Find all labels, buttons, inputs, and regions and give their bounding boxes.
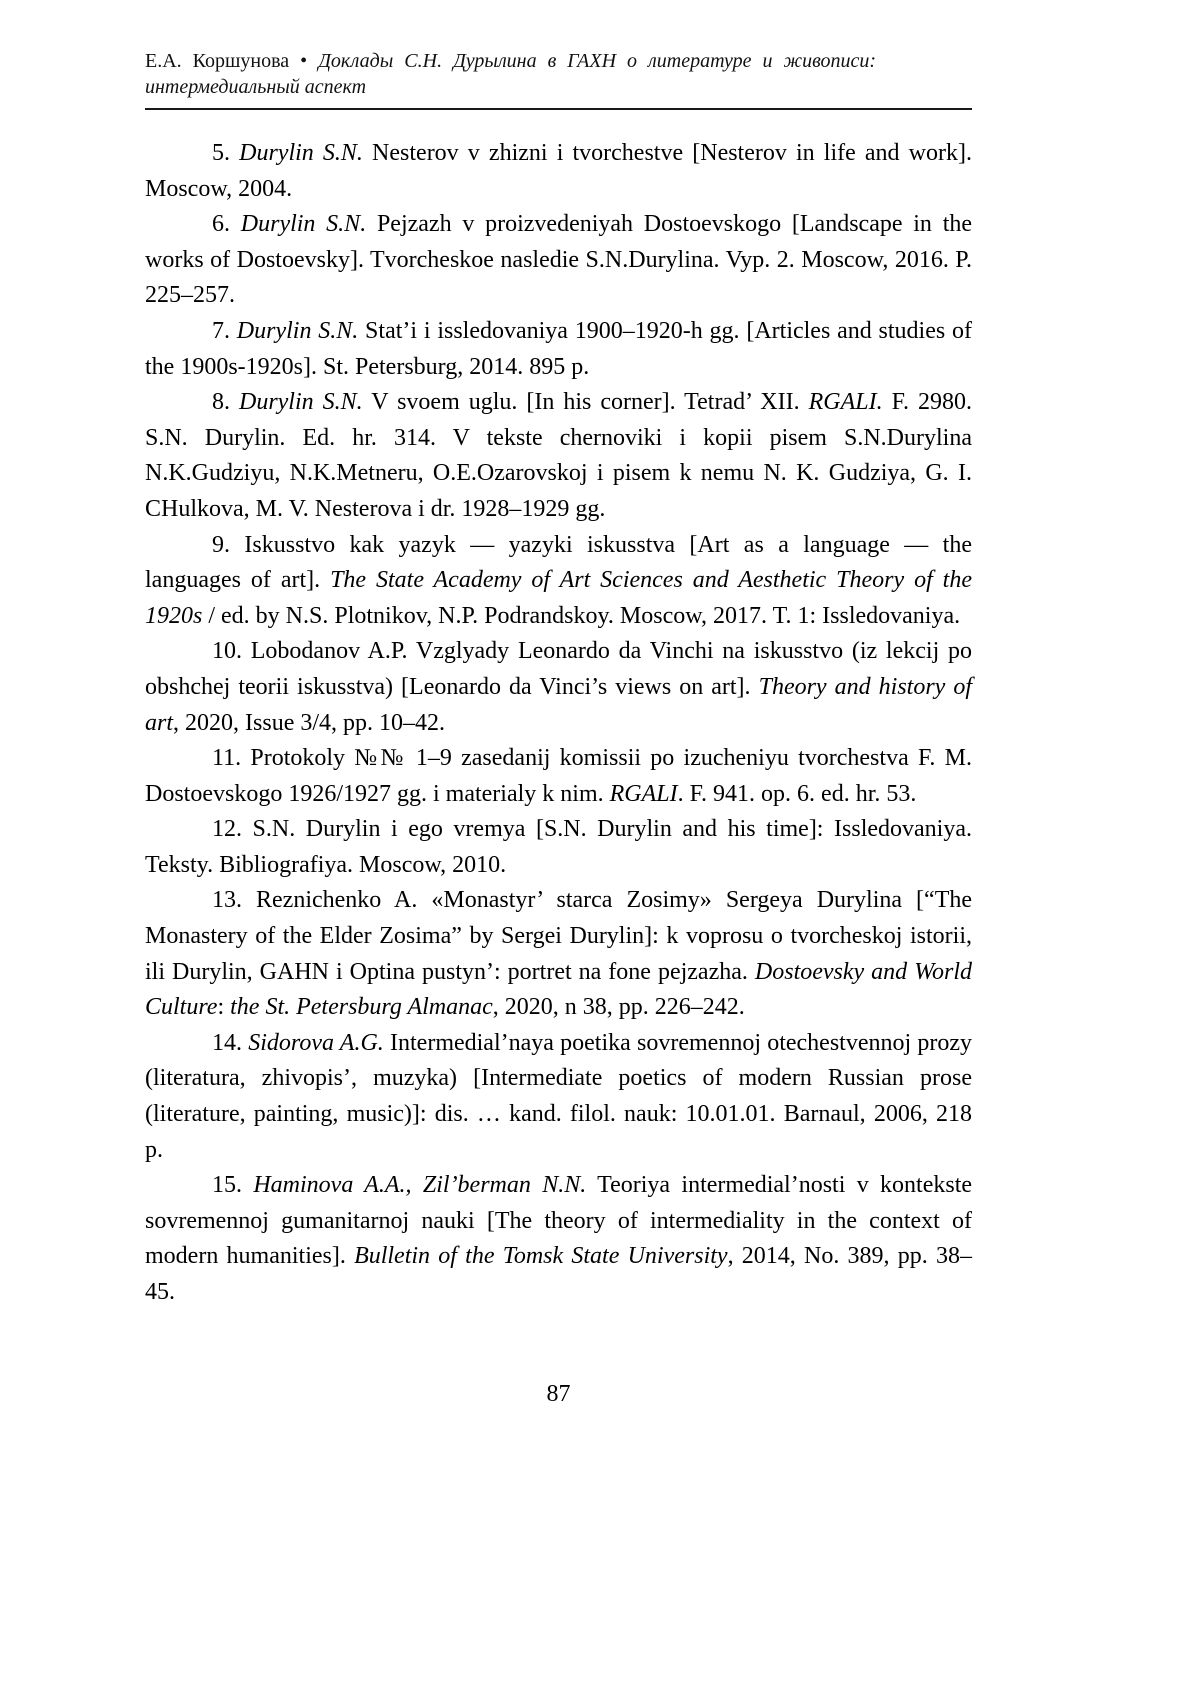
reference-segment: 8.	[212, 389, 239, 416]
reference-segment: Teoriya intermedial’nosti v kontekste sovremennoj gumanitarnoj nauki [The theory of intermediality in the context of modern humanities].	[145, 1172, 973, 1270]
reference-segment-italic: Durylin S.N.	[240, 211, 367, 238]
reference-segment: 12. S.N. Durylin i ego vremya [S.N. Durylin and his time]: Issledovaniya. Teksty. Bibliografiya. Moscow, 2010.	[145, 816, 972, 878]
reference-segment-italic: Sidorova A.G.	[248, 1029, 384, 1056]
header-rule	[145, 108, 972, 110]
reference-segment-italic: Bulletin of the Tomsk State University	[354, 1243, 728, 1270]
reference-item	[145, 1026, 972, 1168]
reference-segment: 6.	[212, 211, 241, 238]
reference-segment-italic: RGALI.	[808, 389, 883, 416]
header-line-1	[145, 48, 972, 74]
reference-segment-italic: Durylin S.N.	[239, 140, 363, 166]
reference-item	[145, 1168, 972, 1310]
reference-segment: / ed. by N.S. Plotnikov, N.P. Podrandskoy. Moscow, 2017. T. 1: Issledovaniya.	[202, 602, 961, 629]
header-line-2	[145, 74, 972, 100]
reference-segment-italic: The State Academy of Art Sciences and Aesthetic Theory of the 1920s	[145, 567, 972, 629]
reference-segment: 9. Iskusstvo kak yazyk — yazyki iskusstva [Art as a language — the languages of art].	[145, 531, 972, 594]
reference-segment-italic: Durylin S.N.	[238, 389, 363, 416]
reference-segment: 15.	[212, 1172, 254, 1199]
reference-segment: 10. Lobodanov A.P. Vzglyady Leonardo da Vinchi na iskusstvo (iz lekcij po obshchej teorii iskusstva) [Leonardo da Vinci’s views on art].	[145, 638, 972, 700]
reference-segment: , 2020, Issue 3/4, pp. 10–42.	[173, 709, 446, 736]
reference-segment-italic: Durylin S.N.	[236, 317, 359, 344]
reference-item	[145, 741, 972, 812]
reference-segment: 11. Protokoly №№ 1–9 zasedanij komissii po izucheniyu tvorchestva F. M. Dostoevskogo 1926/1927 gg. i materialy k nim.	[145, 745, 972, 807]
reference-item	[145, 385, 972, 527]
page-number: 87	[546, 1380, 571, 1407]
reference-item	[145, 207, 972, 314]
reference-segment-italic: Theory and history of art	[145, 673, 973, 736]
reference-segment: V svoem uglu. [In his corner]. Tetrad’ XII.	[362, 389, 809, 416]
reference-segment-italic: Dostoevsky and World Culture	[145, 958, 972, 1021]
reference-item	[145, 136, 972, 207]
reference-segment: 13. Reznichenko A. «Monastyr’ starca Zosimy» Sergeya Durylina [“The Monastery of the Elder Zosima” by Sergei Durylin]: k voprosu o tvorcheskoj istorii, ili Durylin, GAHN i Optina pustyn’: portret na fone pejzazha.	[145, 887, 972, 985]
reference-segment: F. 2980. S.N. Durylin. Ed. hr. 314. V tekste chernoviki i kopii pisem S.N.Durylina N.K.Gudziyu, N.K.Metneru, O.E.Ozarovskoj i pisem k nemu N. K. Gudziya, G. I. CHulkova, M. V. Nesterova i dr. 1928–1929 gg.	[145, 389, 973, 522]
reference-segment: , 2020, n 38, pp. 226–242.	[492, 994, 745, 1021]
reference-segment: 5.	[212, 140, 240, 166]
reference-segment: , 2014, No. 389, pp. 38–45.	[145, 1243, 972, 1305]
reference-item	[145, 883, 972, 1025]
reference-segment-italic: the St. Petersburg Almanac	[230, 994, 493, 1021]
reference-item	[145, 812, 972, 883]
header-title: Доклады С.Н. Дурылина в ГАХН о литературе и живописи:	[318, 50, 877, 72]
references-list	[145, 136, 972, 1311]
reference-segment-italic: Haminova A.A., Zil’berman N.N.	[253, 1172, 587, 1199]
reference-segment: :	[217, 994, 231, 1021]
reference-segment: 14.	[212, 1029, 249, 1056]
reference-segment: Nesterov v zhizni i tvorchestve [Nesterov in life and work]. Moscow, 2004.	[145, 140, 972, 202]
reference-item	[145, 528, 972, 635]
reference-segment: Stat’i i issledovaniya 1900–1920-h gg. [Articles and studies of the 1900s-1920s]. St. Petersburg, 2014. 895 p.	[145, 317, 972, 380]
reference-segment: Intermedial’naya poetika sovremennoj otechestvennoj prozy (literatura, zhivopis’, muzyka) [Intermediate poetics of modern Russian prose (literature, painting, music)]: dis. … kand. filol. nauk: 10.01.01. Barnaul, 2006, 218 p.	[145, 1029, 973, 1163]
header-subtitle: интермедиальный аспект	[145, 76, 367, 98]
header-author: Е.А. Коршунова	[145, 50, 290, 72]
reference-item	[145, 634, 972, 741]
page-footer	[145, 1381, 972, 1408]
header-bullet-separator: •	[300, 50, 308, 72]
running-header	[145, 48, 972, 110]
reference-segment: . F. 941. op. 6. ed. hr. 53.	[677, 780, 917, 807]
reference-segment-italic: RGALI	[609, 780, 678, 807]
reference-segment: 7.	[212, 317, 237, 344]
reference-item	[145, 314, 972, 385]
reference-segment: Pejzazh v proizvedeniyah Dostoevskogo [Landscape in the works of Dostoevsky]. Tvorcheskoe nasledie S.N.Durylina. Vyp. 2. Moscow, 2016. P. 225–257.	[145, 211, 973, 309]
